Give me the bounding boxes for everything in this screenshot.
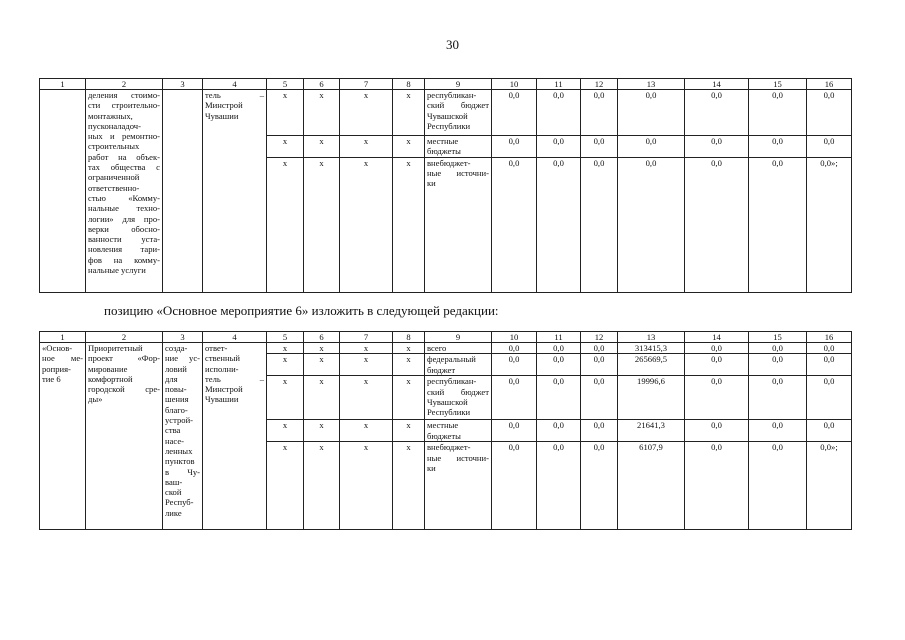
col-num: 14 xyxy=(685,79,749,90)
cell-c8: x xyxy=(393,90,425,136)
cell-c15: 0,0 xyxy=(749,136,807,158)
cell-col3 xyxy=(163,90,203,293)
cell-c15: 0,0 xyxy=(749,343,807,354)
cell-executor xyxy=(203,90,267,293)
cell-line: местные xyxy=(427,420,459,431)
cell-goal xyxy=(163,343,203,530)
cell-c13: 6107,9 xyxy=(618,442,685,530)
cell-line: ский бюджет xyxy=(427,100,489,111)
col-num: 13 xyxy=(618,332,685,343)
cell-description xyxy=(86,90,163,293)
cell-c6: x xyxy=(304,90,340,136)
cell-line: ственный xyxy=(205,353,240,364)
cell-c10: 0,0 xyxy=(492,354,537,376)
cell-c12: 0,0 xyxy=(581,136,618,158)
col-num: 6 xyxy=(304,79,340,90)
cell-c11: 0,0 xyxy=(537,157,581,292)
cell-c8: x xyxy=(393,343,425,354)
cell-c6: x xyxy=(304,343,340,354)
cell-line: ловий xyxy=(165,363,187,374)
cell-line: логии» для про- xyxy=(88,213,160,224)
cell-line: республикан- xyxy=(427,90,477,100)
col-num: 13 xyxy=(618,79,685,90)
cell-source xyxy=(425,136,492,158)
cell-c14: 0,0 xyxy=(685,136,749,158)
cell-c14: 0,0 xyxy=(685,420,749,442)
cell-c8: x xyxy=(393,136,425,158)
cell-line: комфортной xyxy=(88,373,133,384)
cell-line: бюджет xyxy=(427,364,456,375)
cell-c11: 0,0 xyxy=(537,376,581,420)
cell-c10: 0,0 xyxy=(492,157,537,292)
cell-c6: x xyxy=(304,442,340,530)
cell-line: ской xyxy=(165,487,182,498)
cell-line: Приоритетный xyxy=(88,343,143,353)
cell-c13: 21641,3 xyxy=(618,420,685,442)
cell-line: республикан- xyxy=(427,376,477,387)
cell-executor xyxy=(203,343,267,530)
cell-c14: 0,0 xyxy=(685,343,749,354)
cell-line: ваш- xyxy=(165,476,183,487)
cell-c11: 0,0 xyxy=(537,420,581,442)
cell-c6: x xyxy=(304,354,340,376)
col-num: 6 xyxy=(304,332,340,343)
cell-line: исполни- xyxy=(205,363,239,374)
cell-source xyxy=(425,90,492,136)
table-continuation xyxy=(39,78,852,293)
cell-c13: 19996,6 xyxy=(618,376,685,420)
col-num: 9 xyxy=(425,79,492,90)
cell-c15: 0,0 xyxy=(749,157,807,292)
cell-c5: x xyxy=(267,442,304,530)
cell-line: «Основ- xyxy=(42,343,73,353)
cell-source xyxy=(425,343,492,354)
cell-line: ное ме- xyxy=(42,353,83,364)
cell-line: стью «Комму- xyxy=(88,192,160,203)
cell-line: ства xyxy=(165,425,181,436)
cell-c10: 0,0 xyxy=(492,420,537,442)
col-num: 8 xyxy=(393,332,425,343)
cell-c14: 0,0 xyxy=(685,157,749,292)
header-row xyxy=(40,332,852,343)
cell-c5: x xyxy=(267,354,304,376)
cell-c16: 0,0 xyxy=(807,136,852,158)
cell-line: внебюджет- xyxy=(427,442,471,453)
col-num: 3 xyxy=(163,332,203,343)
col-num: 8 xyxy=(393,79,425,90)
cell-c12: 0,0 xyxy=(581,442,618,530)
cell-c11: 0,0 xyxy=(537,136,581,158)
cell-c8: x xyxy=(393,420,425,442)
col-num: 2 xyxy=(86,79,163,90)
cell-line: внебюджет- xyxy=(427,157,471,168)
cell-line: ограниченной xyxy=(88,172,140,183)
col-num: 15 xyxy=(749,332,807,343)
col-num: 4 xyxy=(203,332,267,343)
cell-c7: x xyxy=(340,420,393,442)
cell-c14: 0,0 xyxy=(685,376,749,420)
cell-line: для xyxy=(165,373,178,384)
cell-c8: x xyxy=(393,157,425,292)
cell-line: в Чу- xyxy=(165,466,200,477)
cell-line: Чувашской xyxy=(427,110,468,121)
col-num: 4 xyxy=(203,79,267,90)
cell-line: нальные услуги xyxy=(88,265,146,276)
cell-c5: x xyxy=(267,157,304,292)
cell-source xyxy=(425,354,492,376)
cell-c7: x xyxy=(340,354,393,376)
cell-activity xyxy=(40,343,86,530)
cell-line: всего xyxy=(427,343,447,353)
cell-line: тие 6 xyxy=(42,373,61,384)
cell-line: ванности уста- xyxy=(88,234,160,245)
cell-line: федеральный xyxy=(427,354,476,365)
cell-line: работ на объек- xyxy=(88,151,160,162)
cell-c7: x xyxy=(340,90,393,136)
cell-c7: x xyxy=(340,376,393,420)
cell-line: верки обосно- xyxy=(88,223,160,234)
cell-source xyxy=(425,376,492,420)
cell-line: деления стоимо- xyxy=(88,90,160,100)
cell-line: ответственно- xyxy=(88,182,140,193)
cell-c15: 0,0 xyxy=(749,354,807,376)
cell-c7: x xyxy=(340,343,393,354)
cell-c5: x xyxy=(267,420,304,442)
cell-line: ки xyxy=(427,462,436,473)
cell-c6: x xyxy=(304,376,340,420)
cell-line: устрой- xyxy=(165,415,194,426)
col-num: 1 xyxy=(40,79,86,90)
cell-line: монтажных, xyxy=(88,110,133,121)
cell-c16: 0,0 xyxy=(807,354,852,376)
cell-c10: 0,0 xyxy=(492,442,537,530)
cell-c13: 313415,3 xyxy=(618,343,685,354)
cell-line: благо- xyxy=(165,404,188,415)
cell-line: сти строительно- xyxy=(88,100,160,111)
col-num: 16 xyxy=(807,332,852,343)
cell-line: ных и ремонтно- xyxy=(88,131,160,142)
cell-line: ды» xyxy=(88,394,103,405)
col-num: 10 xyxy=(492,332,537,343)
page-number: 30 xyxy=(446,37,459,52)
cell-line: нальные техно- xyxy=(88,203,160,214)
cell-c16: 0,0 xyxy=(807,376,852,420)
cell-c12: 0,0 xyxy=(581,420,618,442)
cell-c8: x xyxy=(393,442,425,530)
col-num: 10 xyxy=(492,79,537,90)
cell-c16: 0,0»; xyxy=(807,157,852,292)
cell-line: ные источни- xyxy=(427,452,489,463)
col-num: 12 xyxy=(581,332,618,343)
cell-c11: 0,0 xyxy=(537,442,581,530)
cell-line: лике xyxy=(165,507,182,518)
col-num: 14 xyxy=(685,332,749,343)
cell-line: тель – xyxy=(205,90,264,100)
cell-line: проект «Фор- xyxy=(88,353,160,364)
cell-c5: x xyxy=(267,343,304,354)
cell-c12: 0,0 xyxy=(581,157,618,292)
cell-c16: 0,0»; xyxy=(807,442,852,530)
cell-line: строительных xyxy=(88,141,140,152)
cell-c12: 0,0 xyxy=(581,354,618,376)
table-main-activity-6 xyxy=(39,331,852,530)
cell-line: повы- xyxy=(165,384,187,395)
cell-line: пунктов xyxy=(165,456,195,467)
cell-line: ные источни- xyxy=(427,167,489,178)
cell-c13: 0,0 xyxy=(618,136,685,158)
col-num: 5 xyxy=(267,332,304,343)
cell-c5: x xyxy=(267,136,304,158)
cell-c8: x xyxy=(393,376,425,420)
cell-c12: 0,0 xyxy=(581,376,618,420)
cell-line: ленных xyxy=(165,445,193,456)
col-num: 3 xyxy=(163,79,203,90)
cell-c8: x xyxy=(393,354,425,376)
cell-line: городской сре- xyxy=(88,384,160,395)
cell-source xyxy=(425,157,492,292)
cell-line: ответ- xyxy=(205,343,228,353)
cell-c14: 0,0 xyxy=(685,354,749,376)
cell-line: пусконаладоч- xyxy=(88,120,141,131)
cell-c11: 0,0 xyxy=(537,354,581,376)
cell-line: роприя- xyxy=(42,363,71,374)
cell-c5: x xyxy=(267,90,304,136)
cell-line: Чувашии xyxy=(205,394,239,405)
cell-line: тах общества с xyxy=(88,162,160,173)
cell-line: мирование xyxy=(88,363,128,374)
cell-line: Республики xyxy=(427,407,471,418)
cell-source xyxy=(425,420,492,442)
cell-c7: x xyxy=(340,136,393,158)
header-row xyxy=(40,79,852,90)
cell-c7: x xyxy=(340,157,393,292)
cell-line: бюджеты xyxy=(427,146,461,157)
cell-line: шения xyxy=(165,394,189,405)
cell-line: ние ус- xyxy=(165,353,200,364)
cell-c12: 0,0 xyxy=(581,90,618,136)
cell-line: тель – xyxy=(205,373,264,384)
cell-c7: x xyxy=(340,442,393,530)
cell-description xyxy=(86,343,163,530)
cell-c14: 0,0 xyxy=(685,90,749,136)
col-num: 15 xyxy=(749,79,807,90)
cell-line: фов на комму- xyxy=(88,254,160,265)
cell-c16: 0,0 xyxy=(807,343,852,354)
cell-c10: 0,0 xyxy=(492,136,537,158)
cell-line: Чувашии xyxy=(205,110,239,121)
cell-c15: 0,0 xyxy=(749,376,807,420)
cell-c6: x xyxy=(304,136,340,158)
cell-line: ский бюджет xyxy=(427,386,489,397)
table-row xyxy=(40,90,852,136)
col-num: 5 xyxy=(267,79,304,90)
cell-c15: 0,0 xyxy=(749,90,807,136)
cell-c14: 0,0 xyxy=(685,442,749,530)
col-num: 11 xyxy=(537,79,581,90)
cell-c11: 0,0 xyxy=(537,90,581,136)
cell-c16: 0,0 xyxy=(807,90,852,136)
cell-c15: 0,0 xyxy=(749,442,807,530)
col-num: 7 xyxy=(340,332,393,343)
table-row xyxy=(40,343,852,354)
cell-line: Респуб- xyxy=(165,497,194,508)
cell-line: ки xyxy=(427,178,436,189)
cell-line: созда- xyxy=(165,343,188,353)
col-num: 9 xyxy=(425,332,492,343)
cell-c13: 0,0 xyxy=(618,157,685,292)
cell-c15: 0,0 xyxy=(749,420,807,442)
cell-c11: 0,0 xyxy=(537,343,581,354)
col-num: 12 xyxy=(581,79,618,90)
amendment-caption: позицию «Основное мероприятие 6» изложить в следующей редакции: xyxy=(104,303,499,318)
cell-line: Чувашской xyxy=(427,396,468,407)
cell-col1 xyxy=(40,90,86,293)
cell-c13: 265669,5 xyxy=(618,354,685,376)
cell-c10: 0,0 xyxy=(492,376,537,420)
col-num: 1 xyxy=(40,332,86,343)
cell-c6: x xyxy=(304,157,340,292)
cell-line: Республики xyxy=(427,120,471,131)
col-num: 11 xyxy=(537,332,581,343)
cell-c12: 0,0 xyxy=(581,343,618,354)
cell-c13: 0,0 xyxy=(618,90,685,136)
col-num: 16 xyxy=(807,79,852,90)
cell-line: Минстрой xyxy=(205,384,243,395)
cell-line: бюджеты xyxy=(427,430,461,441)
cell-c6: x xyxy=(304,420,340,442)
cell-c5: x xyxy=(267,376,304,420)
col-num: 7 xyxy=(340,79,393,90)
cell-line: местные xyxy=(427,136,459,146)
cell-c10: 0,0 xyxy=(492,343,537,354)
cell-source xyxy=(425,442,492,530)
cell-line: новления тари- xyxy=(88,244,160,255)
cell-c16: 0,0 xyxy=(807,420,852,442)
cell-c10: 0,0 xyxy=(492,90,537,136)
col-num: 2 xyxy=(86,332,163,343)
cell-line: насе- xyxy=(165,435,185,446)
cell-line: Минстрой xyxy=(205,100,243,111)
